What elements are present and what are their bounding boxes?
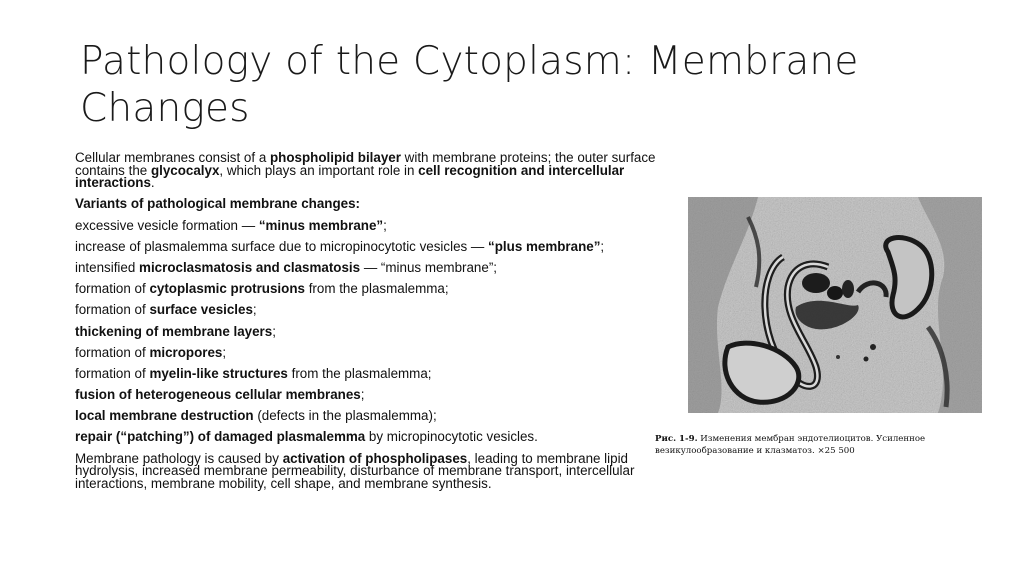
variant-item-post: ; <box>383 217 387 233</box>
conclusion-bold: activation of phospholipases <box>282 450 468 466</box>
variant-item-bold: “minus membrane” <box>258 217 384 233</box>
variant-item-bold: surface vesicles <box>149 302 253 318</box>
figure-caption <box>655 433 1024 457</box>
variant-item <box>75 389 685 402</box>
variant-item-pre: increase of plasmalemma surface due to micropinocytotic vesicles — <box>75 238 489 254</box>
conclusion-text-1: Membrane pathology is caused by <box>75 450 283 466</box>
variant-item-pre: formation of <box>75 281 150 297</box>
variant-item-bold: cytoplasmic protrusions <box>149 281 305 297</box>
intro-bold-3: cell recognition and intercellular interactions <box>75 162 625 191</box>
variant-item-pre: intensified <box>75 259 140 275</box>
variant-item <box>75 410 685 423</box>
variant-item-post: ; <box>272 323 276 339</box>
slide-title-line-1: Pathology of the Cytoplasm: Membrane <box>80 39 859 84</box>
slide-title-line-2: Changes <box>80 86 250 131</box>
variant-item-post: ; <box>600 238 605 254</box>
slide-body <box>75 152 685 499</box>
conclusion-paragraph <box>75 450 685 491</box>
variant-item-bold: micropores <box>149 344 223 360</box>
variant-item-post: from the plasmalemma; <box>287 365 432 381</box>
variant-item <box>75 238 685 254</box>
variant-item-post: ; <box>222 344 227 360</box>
variant-item-bold: “plus membrane” <box>488 238 601 254</box>
variant-item <box>75 283 685 296</box>
variant-item-bold: fusion of heterogeneous cellular membranes <box>75 387 361 403</box>
variant-item-pre: formation of <box>75 365 150 381</box>
variants-heading-text: Variants of pathological membrane changes: <box>75 196 360 212</box>
intro-text-4: . <box>150 175 155 191</box>
variant-item-pre: excessive vesicle formation — <box>75 217 259 233</box>
variant-item-bold: thickening of membrane layers <box>75 323 273 339</box>
variant-item <box>75 344 685 360</box>
variant-item <box>75 365 685 381</box>
intro-bold-1: phospholipid bilayer <box>270 150 401 165</box>
slide-title <box>80 38 940 132</box>
variant-item-pre: formation of <box>75 302 150 318</box>
variant-item-post: by micropinocytotic vesicles. <box>365 429 538 445</box>
variant-item-post: (defects in the plasmalemma); <box>253 408 437 424</box>
variant-item <box>75 304 685 317</box>
variant-item-pre: formation of <box>75 344 150 360</box>
intro-text-1: Cellular membranes consist of a <box>75 150 270 165</box>
variant-item-bold: microclasmatosis and clasmatosis <box>139 259 361 275</box>
intro-bold-2: glycocalyx <box>150 162 220 178</box>
intro-text-2: with membrane proteins; the outer surface contains the <box>75 150 656 178</box>
figure-caption-label: Рис. 1-9. <box>655 434 698 444</box>
conclusion-text-2: , leading to membrane lipid hydrolysis, increased membrane permeability, disturbance of membrane transport, intercellular interactions, membrane mobility, cell shape, and membrane synthesis. <box>75 450 635 491</box>
intro-text-3: , which plays an important role in <box>219 162 419 178</box>
micrograph-drawing <box>688 197 982 413</box>
variant-item-post: ; <box>360 387 365 403</box>
variant-item-post: — “minus membrane”; <box>360 259 498 275</box>
variant-item <box>75 259 685 275</box>
variant-item-post: ; <box>252 302 257 318</box>
variant-item <box>75 431 685 444</box>
variant-item-post: from the plasmalemma; <box>304 281 449 297</box>
intro-paragraph <box>75 152 685 190</box>
electron-micrograph-image <box>688 197 982 413</box>
variant-item-bold: myelin-like structures <box>149 365 288 381</box>
figure-caption-text: Изменения мембран эндотелиоцитов. Усиленное везикулообразование и клазматоз. ×25 500 <box>655 434 926 456</box>
variant-item <box>75 323 685 339</box>
variant-item <box>75 217 685 233</box>
variant-item-bold: repair (“patching”) of damaged plasmalemma <box>75 429 366 445</box>
variants-heading <box>75 198 685 211</box>
variant-item-bold: local membrane destruction <box>75 408 254 424</box>
